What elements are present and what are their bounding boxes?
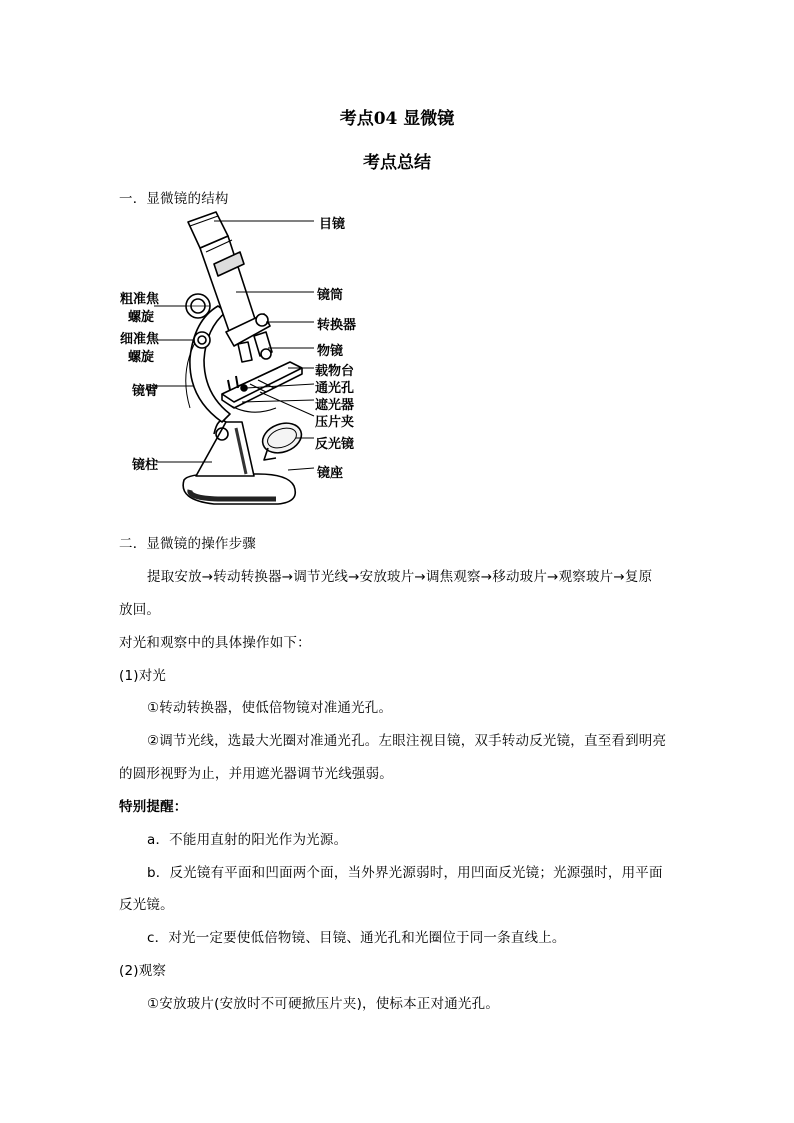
label-stage: 载物台	[315, 364, 355, 379]
label-fine-focus-1: 细准焦	[120, 332, 160, 347]
label-nosepiece: 转换器	[317, 318, 357, 333]
tip-a: a．不能用直射的阳光作为光源。	[147, 832, 348, 848]
steps-line-1: 提取安放→转动转换器→调节光线→安放玻片→调焦观察→移动玻片→观察玻片→复原	[147, 569, 653, 585]
operations-intro: 对光和观察中的具体操作如下：	[119, 635, 311, 651]
label-coarse-focus-2: 螺旋	[128, 310, 155, 325]
label-eyepiece: 目镜	[319, 217, 346, 232]
label-stage-clip: 压片夹	[315, 415, 355, 430]
section2-heading: 二．显微镜的操作步骤	[119, 536, 256, 552]
section1-heading: 一．显微镜的结构	[119, 191, 229, 207]
steps-line-2: 放回。	[119, 602, 161, 618]
part1-item1: ①转动转换器，使低倍物镜对准通光孔。	[147, 700, 393, 716]
label-fine-focus-2: 螺旋	[128, 350, 155, 365]
label-mirror: 反光镜	[315, 437, 355, 452]
part1-item2-line1: ②调节光线，选最大光圈对准通光孔。左眼注视目镜，双手转动反光镜，直至看到明亮	[147, 733, 667, 749]
page-subtitle: 考点总结	[363, 153, 431, 173]
tip-c: c．对光一定要使低倍物镜、目镜、通光孔和光圈位于同一条直线上。	[147, 930, 566, 946]
label-objective: 物镜	[317, 344, 344, 359]
tip-b-line2: 反光镜。	[119, 897, 174, 913]
label-arm: 镜臂	[132, 384, 159, 399]
label-aperture: 通光孔	[315, 381, 355, 396]
tips-heading: 特别提醒：	[119, 799, 188, 815]
part1-item2-line2: 的圆形视野为止，并用遮光器调节光线强弱。	[119, 766, 393, 782]
label-coarse-focus-1: 粗准焦	[120, 292, 160, 307]
part1-heading: (1)对光	[119, 668, 167, 684]
page-title: 考点04 显微镜	[339, 109, 455, 129]
part2-heading: (2)观察	[119, 963, 167, 979]
label-diaphragm: 遮光器	[315, 398, 355, 413]
label-base: 镜座	[317, 466, 344, 481]
label-pillar: 镜柱	[132, 458, 159, 473]
tip-b-line1: b．反光镜有平面和凹面两个面，当外界光源弱时，用凹面反光镜；光源强时，用平面	[147, 865, 663, 881]
label-body-tube: 镜筒	[317, 288, 344, 303]
part2-item1: ①安放玻片(安放时不可硬掀压片夹)，使标本正对通光孔。	[147, 996, 500, 1012]
